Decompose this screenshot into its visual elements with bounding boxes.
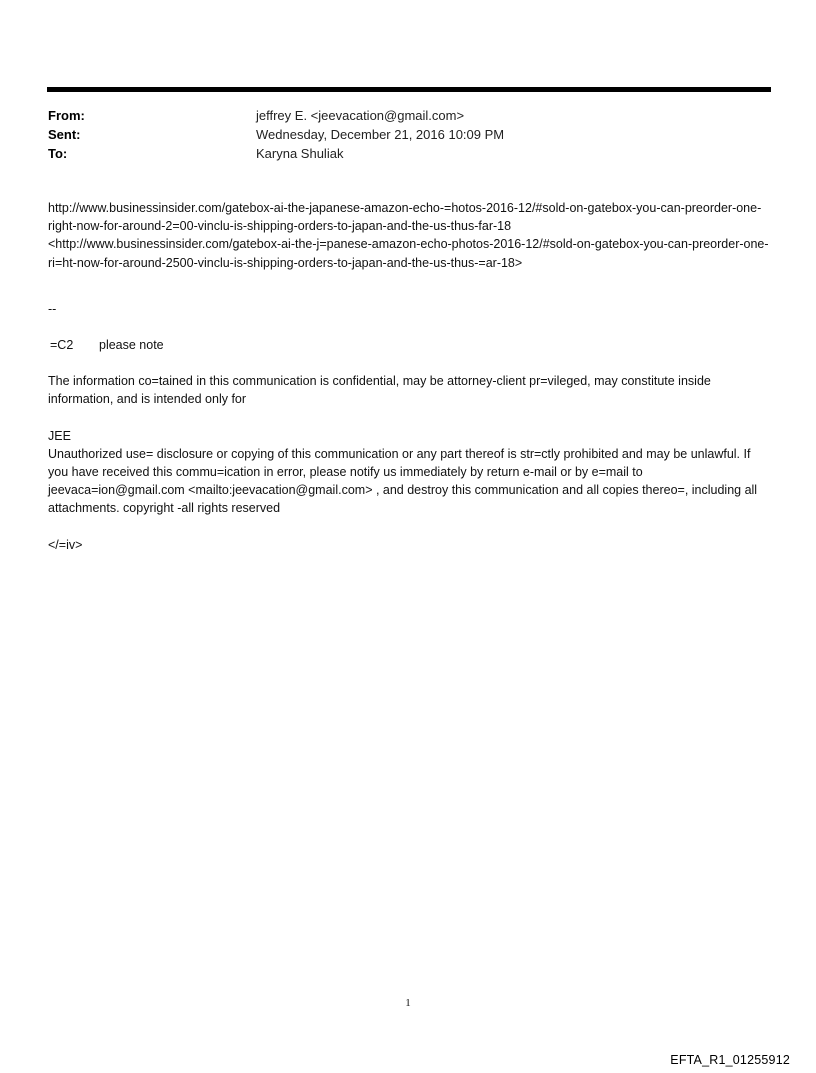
- sent-row: [48, 125, 768, 144]
- closing-tag: </=iv>: [48, 537, 83, 552]
- from-label: From:: [48, 108, 85, 123]
- from-value: jeffrey E. <jeevacation@gmail.com>: [256, 108, 465, 123]
- to-row: [48, 144, 768, 163]
- unauthorized-use-notice: Unauthorized use= disclosure or copying of this communication or any part thereof is str=ctly prohibited and may be unlawful. If you have received this commu=ication in error, please notify us immediately by return e-mail or by e=mail to jeevaca=ion@gmail.com <mailto:jeevacation@gmail.com> , and destroy this communication and all copies thereo=, including all attachments. copyright -all rights reserved: [48, 446, 758, 516]
- signature-separator: --: [48, 301, 57, 316]
- to-value: Karyna Shuliak: [256, 146, 344, 161]
- top-divider-rule: [47, 87, 771, 92]
- email-header: [48, 106, 768, 163]
- sent-value: Wednesday, December 21, 2016 10:09 PM: [256, 127, 505, 142]
- document-id: EFTA_R1_01255912: [670, 1053, 790, 1067]
- page-number: 1: [405, 997, 411, 1009]
- confidentiality-notice: The information co=tained in this communication is confidential, may be attorney-client pr=vileged, may constitute inside information, and is intended only for: [48, 374, 711, 407]
- jee-label: JEE: [48, 428, 71, 443]
- to-label: To:: [48, 146, 68, 161]
- sent-label: Sent:: [48, 127, 81, 142]
- note-line: [48, 336, 772, 354]
- link-line-secondary: <http://www.businessinsider.com/gatebox-ai-the-j=panese-amazon-echo-photos-2016-12/#sold-on-gatebox-you-can-preorder-one-ri=ht-now-for-around-2500-vinclu-is-shipping-orders-to-japan-and-the-us-thus-=ar-18>: [48, 237, 769, 270]
- link-line-primary: http://www.businessinsider.com/gatebox-ai-the-japanese-amazon-echo-=hotos-2016-12/#sold-on-gatebox-you-can-preorder-one-right-now-for-around-2=00-vinclu-is-shipping-orders-to-japan-and-the-us-thus-far-18: [48, 201, 762, 234]
- note-prefix: =C2: [50, 338, 74, 353]
- from-row: [48, 106, 768, 125]
- email-body: [48, 199, 772, 554]
- note-text: please note: [99, 338, 164, 353]
